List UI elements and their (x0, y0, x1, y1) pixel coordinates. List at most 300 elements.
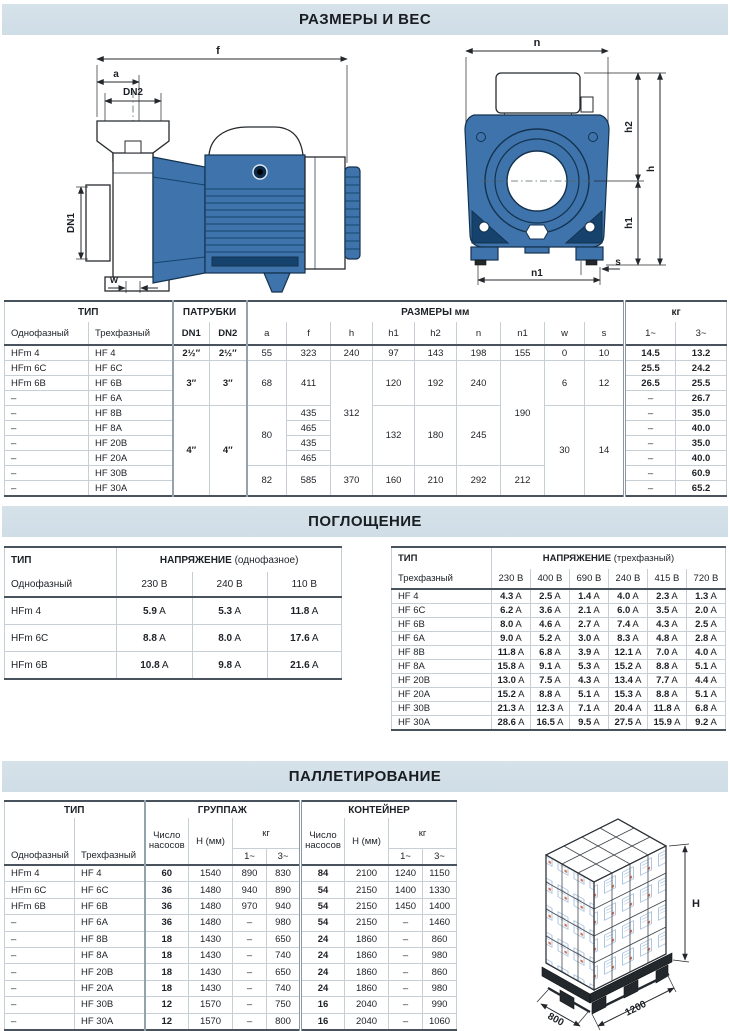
data-cell: 980 (423, 947, 457, 963)
dim-label-pallet-800: 800 (545, 1011, 566, 1029)
data-cell: 411 (287, 361, 331, 406)
data-cell: 28.6 A (491, 716, 530, 731)
table-row (5, 947, 457, 963)
header-cell: 1~ (233, 849, 267, 866)
header-cell: a (247, 322, 287, 345)
data-cell: 3.5 A (647, 604, 686, 618)
data-cell: 27.5 A (608, 716, 647, 731)
data-cell: 3″ (173, 361, 210, 406)
data-cell: 2150 (345, 915, 389, 931)
data-cell: 8.8 A (647, 688, 686, 702)
data-cell: HF 6B (75, 898, 145, 914)
data-cell: HF 30A (89, 481, 173, 497)
data-cell: 1430 (189, 931, 233, 947)
data-cell: 15.2 A (608, 660, 647, 674)
data-cell: – (625, 391, 676, 406)
header-cell: 110 В (267, 572, 341, 597)
table-row (5, 801, 457, 818)
data-cell: 6.8 A (686, 702, 725, 716)
table-row (5, 597, 342, 625)
data-cell: HF 30B (75, 997, 145, 1013)
data-cell: HF 30B (89, 466, 173, 481)
data-cell: 2.7 A (569, 618, 608, 632)
data-cell: 36 (145, 915, 189, 931)
data-cell: 1860 (345, 980, 389, 996)
data-cell: HF 6A (391, 632, 491, 646)
data-cell: 24.2 (676, 361, 727, 376)
data-cell: 435 (287, 436, 331, 451)
data-cell: HF 20B (391, 674, 491, 688)
table-row (391, 702, 725, 716)
data-cell: 60 (145, 865, 189, 882)
data-cell: 2½″ (173, 345, 210, 361)
data-cell: 750 (267, 997, 301, 1013)
data-cell: 4.3 A (491, 589, 530, 604)
data-cell: 2.8 A (686, 632, 725, 646)
data-cell: – (5, 1013, 75, 1030)
data-cell: 5.1 A (686, 688, 725, 702)
dim-label-n1: n1 (531, 268, 543, 279)
table-row (391, 632, 725, 646)
data-cell: 1430 (189, 947, 233, 963)
data-cell: 20.4 A (608, 702, 647, 716)
data-cell: HF 8A (89, 421, 173, 436)
data-cell: 2½″ (210, 345, 247, 361)
data-cell: 54 (301, 915, 345, 931)
table-row (5, 625, 342, 652)
data-cell: – (389, 915, 423, 931)
section-header-dimensions (2, 4, 728, 35)
data-cell: 2.1 A (569, 604, 608, 618)
data-cell: 9.1 A (530, 660, 569, 674)
table-row (5, 997, 457, 1013)
data-cell: 8.0 A (491, 618, 530, 632)
data-cell: 4.3 A (569, 674, 608, 688)
data-cell: – (625, 421, 676, 436)
data-cell: 13.0 A (491, 674, 530, 688)
dim-label-h: h (646, 165, 657, 173)
table-row (391, 674, 725, 688)
data-cell: – (5, 481, 89, 497)
header-cell: h (331, 322, 373, 345)
data-cell: HF 6A (89, 391, 173, 406)
data-cell: HF 6B (391, 618, 491, 632)
data-cell: – (5, 931, 75, 947)
data-cell: 1480 (189, 898, 233, 914)
data-cell: – (389, 947, 423, 963)
data-cell: 312 (331, 361, 373, 466)
data-cell: 1860 (345, 947, 389, 963)
data-cell: 4.0 A (608, 589, 647, 604)
data-cell: HFm 4 (5, 597, 117, 625)
data-cell: 6 (545, 361, 585, 406)
data-cell: HFm 6C (5, 361, 89, 376)
data-cell: 1.4 A (569, 589, 608, 604)
table-row (5, 980, 457, 996)
data-cell: 65.2 (676, 481, 727, 497)
data-cell: 35.0 (676, 406, 727, 421)
table-row (391, 660, 725, 674)
data-cell: HFm 6C (5, 625, 117, 652)
table-row (5, 915, 457, 931)
header-cell: Однофазный (5, 818, 75, 865)
data-cell: 7.4 A (608, 618, 647, 632)
dim-label-h2: h2 (624, 121, 635, 133)
data-cell: 25.5 (625, 361, 676, 376)
data-cell: 24 (301, 947, 345, 963)
data-cell: 940 (233, 882, 267, 898)
data-cell: 4.8 A (647, 632, 686, 646)
data-cell: 24 (301, 980, 345, 996)
data-cell: 3.9 A (569, 646, 608, 660)
data-cell: 160 (373, 466, 415, 497)
header-cell: КОНТЕЙНЕР (301, 801, 457, 818)
data-cell: HFm 6C (5, 882, 75, 898)
data-cell: 18 (145, 931, 189, 947)
header-cell: Число насосов (145, 818, 189, 865)
data-cell: – (233, 997, 267, 1013)
table-row (5, 301, 727, 322)
palletizing-content (4, 800, 726, 1031)
data-cell: 36 (145, 898, 189, 914)
data-cell: 21.6 A (267, 652, 341, 680)
data-cell: HF 30A (75, 1013, 145, 1030)
data-cell: 13.4 A (608, 674, 647, 688)
data-cell: – (5, 980, 75, 996)
data-cell: 3″ (210, 361, 247, 406)
header-cell: 240 В (192, 572, 267, 597)
data-cell: 4.0 A (686, 646, 725, 660)
data-cell: – (5, 466, 89, 481)
data-cell: 245 (457, 406, 501, 466)
data-cell: 370 (331, 466, 373, 497)
data-cell: 15.9 A (647, 716, 686, 731)
data-cell: HF 6C (391, 604, 491, 618)
table-row (5, 345, 727, 361)
table-row (391, 569, 725, 589)
data-cell: 3.6 A (530, 604, 569, 618)
data-cell: – (233, 980, 267, 996)
data-cell: 740 (267, 947, 301, 963)
data-cell: 5.9 A (117, 597, 192, 625)
data-cell: 830 (267, 865, 301, 882)
data-cell: 24 (301, 964, 345, 980)
data-cell: 192 (415, 361, 457, 406)
data-cell: 465 (287, 421, 331, 436)
data-cell: 3.0 A (569, 632, 608, 646)
table-row (5, 898, 457, 914)
data-cell: 465 (287, 451, 331, 466)
data-cell: 7.1 A (569, 702, 608, 716)
data-cell: – (5, 406, 89, 421)
data-cell: – (233, 1013, 267, 1030)
data-cell: 7.5 A (530, 674, 569, 688)
table-row (391, 618, 725, 632)
data-cell: 36 (145, 882, 189, 898)
header-cell: 690 В (569, 569, 608, 589)
data-cell: 970 (233, 898, 267, 914)
header-cell: кг (625, 301, 727, 322)
data-cell: – (389, 964, 423, 980)
table-row (391, 604, 725, 618)
data-cell: 5.3 A (569, 660, 608, 674)
table-row (5, 547, 342, 572)
data-cell: 15.2 A (491, 688, 530, 702)
data-cell: 143 (415, 345, 457, 361)
data-cell: 180 (415, 406, 457, 466)
data-cell: 650 (267, 931, 301, 947)
header-cell: 415 В (647, 569, 686, 589)
data-cell: 4″ (210, 406, 247, 497)
data-cell: HF 8B (75, 931, 145, 947)
table-row (5, 572, 342, 597)
data-cell: 8.8 A (647, 660, 686, 674)
data-cell: 40.0 (676, 421, 727, 436)
data-cell: 1480 (189, 882, 233, 898)
data-cell: 990 (423, 997, 457, 1013)
data-cell: 12 (145, 997, 189, 1013)
header-cell: n (457, 322, 501, 345)
data-cell: HF 8B (391, 646, 491, 660)
dim-label-dn2: DN2 (122, 87, 144, 98)
table-row (5, 361, 727, 376)
dim-label-h1: h1 (624, 217, 635, 229)
data-cell: 4.4 A (686, 674, 725, 688)
dim-label-a: a (113, 69, 119, 80)
data-cell: 740 (267, 980, 301, 996)
absorption-three-phase-table (391, 546, 726, 731)
header-cell: DN1 (173, 322, 210, 345)
data-cell: 16 (301, 1013, 345, 1030)
data-cell: 1060 (423, 1013, 457, 1030)
dim-label-pallet-h: H (692, 898, 700, 910)
data-cell: 2.0 A (686, 604, 725, 618)
data-cell: 800 (267, 1013, 301, 1030)
data-cell: 80 (247, 406, 287, 466)
table-row (5, 964, 457, 980)
data-cell: 26.7 (676, 391, 727, 406)
data-cell: HF 20B (89, 436, 173, 451)
data-cell: – (625, 451, 676, 466)
dim-label-w: w (110, 275, 118, 286)
data-cell: 97 (373, 345, 415, 361)
data-cell: 8.8 A (530, 688, 569, 702)
header-cell: ТИП (391, 547, 491, 569)
data-cell: 10 (585, 345, 625, 361)
data-cell: 54 (301, 882, 345, 898)
data-cell: 18 (145, 964, 189, 980)
data-cell: 1400 (423, 898, 457, 914)
header-cell: h2 (415, 322, 457, 345)
section-title: ПОГЛОЩЕНИЕ (308, 513, 422, 530)
table-row (5, 652, 342, 680)
data-cell: 198 (457, 345, 501, 361)
table-row (5, 882, 457, 898)
data-cell: 1570 (189, 997, 233, 1013)
header-cell: w (545, 322, 585, 345)
data-cell: 1450 (389, 898, 423, 914)
data-cell: 15.3 A (608, 688, 647, 702)
header-cell: кг (233, 818, 301, 849)
data-cell: – (233, 931, 267, 947)
data-cell: 84 (301, 865, 345, 882)
data-cell: HF 4 (391, 589, 491, 604)
data-cell: HF 20B (75, 964, 145, 980)
data-cell: HF 20A (391, 688, 491, 702)
data-cell: 1240 (389, 865, 423, 882)
data-cell: HF 20A (89, 451, 173, 466)
data-cell: 1150 (423, 865, 457, 882)
data-cell: 5.2 A (530, 632, 569, 646)
data-cell: – (5, 997, 75, 1013)
pump-front-view-drawing (434, 35, 728, 298)
data-cell: 13.2 (676, 345, 727, 361)
section-header-palletizing (2, 761, 728, 792)
data-cell: 940 (267, 898, 301, 914)
data-cell: HF 30A (391, 716, 491, 731)
data-cell: 155 (501, 345, 545, 361)
data-cell: 2040 (345, 1013, 389, 1030)
table-row (5, 865, 457, 882)
data-cell: 8.0 A (192, 625, 267, 652)
data-cell: 24 (301, 931, 345, 947)
data-cell: HF 6C (89, 361, 173, 376)
data-cell: 120 (373, 361, 415, 406)
data-cell: HF 8B (89, 406, 173, 421)
header-cell: 3~ (423, 849, 457, 866)
data-cell: – (5, 436, 89, 451)
data-cell: 5.3 A (192, 597, 267, 625)
header-cell: 3~ (267, 849, 301, 866)
absorption-single-phase-table (4, 546, 342, 680)
header-cell: 1~ (389, 849, 423, 866)
data-cell: – (389, 980, 423, 996)
dim-label-n: n (533, 37, 541, 49)
palletizing-table (4, 800, 457, 1031)
data-cell: – (625, 436, 676, 451)
data-cell: HF 4 (75, 865, 145, 882)
section-title: ПАЛЛЕТИРОВАНИЕ (288, 768, 442, 785)
data-cell: – (5, 451, 89, 466)
data-cell: 2.5 A (530, 589, 569, 604)
table-row (391, 547, 725, 569)
data-cell: – (233, 947, 267, 963)
table-row (5, 322, 727, 345)
data-cell: HFm 6B (5, 376, 89, 391)
header-cell: 240 В (608, 569, 647, 589)
data-cell: – (625, 466, 676, 481)
header-cell: Трехфазный (89, 322, 173, 345)
data-cell: 7.7 A (647, 674, 686, 688)
data-cell: 9.0 A (491, 632, 530, 646)
data-cell: – (625, 406, 676, 421)
data-cell: – (389, 997, 423, 1013)
data-cell: 16 (301, 997, 345, 1013)
data-cell: 9.5 A (569, 716, 608, 731)
header-cell: 230 В (491, 569, 530, 589)
data-cell: 6.2 A (491, 604, 530, 618)
dim-label-pallet-1200: 1200 (623, 998, 649, 1019)
header-cell: НАПРЯЖЕНИЕ (однофазное) (117, 547, 342, 572)
data-cell: HF 30B (391, 702, 491, 716)
dim-label-s: s (615, 257, 621, 268)
data-cell: 82 (247, 466, 287, 497)
data-cell: 980 (267, 915, 301, 931)
header-cell: ТИП (5, 301, 173, 322)
data-cell: 1330 (423, 882, 457, 898)
data-cell: 240 (331, 345, 373, 361)
data-cell: 890 (233, 865, 267, 882)
data-cell: – (5, 964, 75, 980)
data-cell: 980 (423, 980, 457, 996)
data-cell: 1860 (345, 964, 389, 980)
table-row (5, 818, 457, 849)
data-cell: 18 (145, 947, 189, 963)
header-cell: ГРУППАЖ (145, 801, 301, 818)
header-cell: Число насосов (301, 818, 345, 865)
data-cell: 16.5 A (530, 716, 569, 731)
data-cell: 132 (373, 406, 415, 466)
data-cell: 5.1 A (569, 688, 608, 702)
header-cell: НАПРЯЖЕНИЕ (трехфазный) (491, 547, 725, 569)
dim-label-f: f (216, 45, 220, 57)
data-cell: 860 (423, 931, 457, 947)
data-cell: HF 8A (391, 660, 491, 674)
data-cell: 2100 (345, 865, 389, 882)
table-row (391, 589, 725, 604)
header-cell: 3~ (676, 322, 727, 345)
header-cell: ТИП (5, 801, 145, 818)
data-cell: HF 8A (75, 947, 145, 963)
data-cell: – (5, 391, 89, 406)
data-cell: 68 (247, 361, 287, 406)
data-cell: 21.3 A (491, 702, 530, 716)
data-cell: 1570 (189, 1013, 233, 1030)
header-cell: h1 (373, 322, 415, 345)
header-cell: f (287, 322, 331, 345)
data-cell: 1.3 A (686, 589, 725, 604)
data-cell: 2040 (345, 997, 389, 1013)
data-cell: 17.6 A (267, 625, 341, 652)
dim-label-dn1: DN1 (66, 212, 77, 234)
data-cell: 54 (301, 898, 345, 914)
data-cell: 1430 (189, 964, 233, 980)
data-cell: – (5, 915, 75, 931)
header-cell: Трехфазный (391, 569, 491, 589)
data-cell: HF 6C (75, 882, 145, 898)
header-cell: Трехфазный (75, 818, 145, 865)
data-cell: HFm 4 (5, 345, 89, 361)
data-cell: – (233, 915, 267, 931)
data-cell: 6.0 A (608, 604, 647, 618)
data-cell: 18 (145, 980, 189, 996)
data-cell: 10.8 A (117, 652, 192, 680)
data-cell: 4.3 A (647, 618, 686, 632)
data-cell: 292 (457, 466, 501, 497)
data-cell: HF 4 (89, 345, 173, 361)
data-cell: 9.8 A (192, 652, 267, 680)
header-cell: Однофазный (5, 322, 89, 345)
data-cell: 12 (145, 1013, 189, 1030)
data-cell: 323 (287, 345, 331, 361)
data-cell: 11.8 A (491, 646, 530, 660)
data-cell: – (625, 481, 676, 497)
data-cell: 1540 (189, 865, 233, 882)
data-cell: 190 (501, 361, 545, 466)
data-cell: 12.1 A (608, 646, 647, 660)
data-cell: HFm 4 (5, 865, 75, 882)
pallet-illustration (475, 804, 725, 1031)
